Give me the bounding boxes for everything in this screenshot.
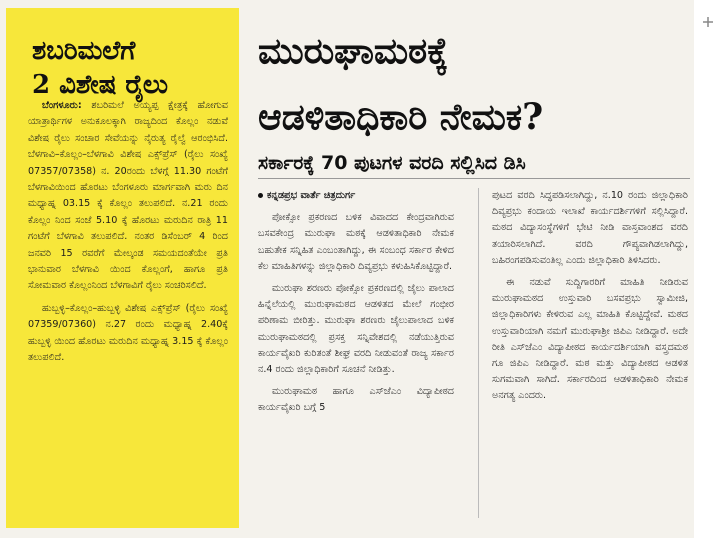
byline-source: ಕನ್ನಡಪ್ರಭ ವಾರ್ತೆ xyxy=(267,190,321,201)
page-margin xyxy=(694,0,720,538)
article-paragraph: ಈ ನಡುವೆ ಸುದ್ದಿಗಾರರಿಗೆ ಮಾಹಿತಿ ನೀಡಿರುವ ಮುರುಘಾಮಠದ ಉಸ್ತುವಾರಿ ಬಸವಪ್ರಭು ಸ್ವಾಮೀಜಿ, ಜಿಲ್ಲಾಧಿಕಾರಿಗಳು ಕೇಳಿರುವ ಎಲ್ಲ ಮಾಹಿತಿ ಕೊಟ್ಟಿದ್ದೇವೆ. ಮಠದ ಉಸ್ತುವಾರಿಯಾಗಿ ನಮಗೆ ಮುರುಘಾಶ್ರೀ ಜಿಪಿಎ ನೀಡಿದ್ದಾರೆ. ಅದೇ ರೀತಿ ಎಸ್‌ಜೆಎಂ ವಿದ್ಯಾಪೀಠದ ಕಾರ್ಯದರ್ಶಿಯಾಗಿ ವಸ್ತ್ರದಮಠ ಗೂ ಜಿಪಿಎ ನೀಡಿದ್ದಾರೆ. ಮಠ ಮತ್ತು ವಿದ್ಯಾಪೀಠದ ಆಡಳಿತ ಸುಗಮವಾಗಿ ಸಾಗಿದೆ. ಸರ್ಕಾರದಿಂದ ಆಡಳಿತಾಧಿಕಾರಿ ನೇಮಕ ಅನಗತ್ಯ ಎಂದರು. xyxy=(492,277,688,402)
main-headline-line1: ಮುರುಘಾಮಠಕ್ಕೆ xyxy=(258,30,449,72)
column-divider xyxy=(478,188,479,518)
sidebar-dateline: ಬೆಂಗಳೂರು: xyxy=(42,100,82,111)
sidebar-paragraph-text: ಶಬರಿಮಲೆ ಅಯ್ಯಪ್ಪ ಕ್ಷೇತ್ರಕ್ಕೆ ಹೋಗುವ ಯಾತ್ರಾರ್ಥಿಗಳ ಅನುಕೂಲಕ್ಕಾಗಿ ರಾಜ್ಯದಿಂದ ಕೊಲ್ಲಂ ನಡುವೆ ವಿಶೇಷ ರೈಲು ಸಂಚಾರ ಸೇವೆಯನ್ನು ನೈರುತ್ಯ ರೈಲ್ವೆ ಆರಂಭಿಸಿದೆ. ಬೆಳಗಾವಿ–ಕೊಲ್ಲಂ–ಬೆಳಗಾವಿ ವಿಶೇಷ ಎಕ್ಸ್‌ಪ್ರೆಸ್ (ರೈಲು ಸಂಖ್ಯೆ 07357/07358) ನ. 20ರಂದು ಬೆಳಗ್ಗೆ 11.30 ಗಂಟೆಗೆ ಬೆಳಗಾವಿಯಿಂದ ಹೊರಟು ಬೆಂಗಳೂರು ಮಾರ್ಗವಾಗಿ ಮರು ದಿನ ಮಧ್ಯಾಹ್ನ 03.15 ಕ್ಕೆ ಕೊಲ್ಲಂ ತಲುಪಲಿದೆ. ನ.21 ರಂದು ಕೊಲ್ಲಂ ನಿಂದ ಸಂಜೆ 5.10 ಕ್ಕೆ ಹೊರಟು ಮರುದಿನ ರಾತ್ರಿ 11 ಗಂಟೆಗೆ ಬೆಳಗಾವಿ ತಲುಪಲಿದೆ. ನಂತರ ಡಿಸೆಂಬರ್ 4 ರಿಂದ ಜನವರಿ 15 ರವರೆಗೆ ಮೇಲ್ಕಂಡ ಸಮಯದಂತೆಯೇ ಪ್ರತಿ ಭಾನುವಾರ ಬೆಳಗಾವಿ ಯಿಂದ ಕೊಲ್ಲಂಗೆ, ಹಾಗೂ ಪ್ರತಿ ಸೋಮವಾರ ಕೊಲ್ಲಂನಿಂದ ಬೆಳಗಾವಿಗೆ ರೈಲು ಸಂಚರಿಸಲಿದೆ. xyxy=(28,100,228,292)
sidebar-news-box xyxy=(6,8,239,528)
sidebar-paragraph: ಹುಬ್ಬಳ್ಳಿ–ಕೊಲ್ಲಂ–ಹುಬ್ಬಳ್ಳಿ ವಿಶೇಷ ಎಕ್ಸ್‌ಪ್ರೆಸ್ (ರೈಲು ಸಂಖ್ಯೆ 07359/07360) ನ.27 ರಂದು ಮಧ್ಯಾಹ್ನ 2.40ಕ್ಕೆ ಹುಬ್ಬಳ್ಳಿ ಯಿಂದ ಹೊರಟು ಮರುದಿನ ಮಧ್ಯಾಹ್ನ 3.15 ಕ್ಕೆ ಕೊಲ್ಲಂ ತಲುಪಲಿದೆ. xyxy=(28,302,228,364)
main-headline-line2: ಆಡಳಿತಾಧಿಕಾರಿ ನೇಮಕ? xyxy=(258,96,544,138)
sidebar-headline-line1: ಶಬರಿಮಲೆಗೆ xyxy=(32,36,136,66)
article-paragraph: ಪೋಕ್ಸೋ ಪ್ರಕರಣದ ಬಳಿಕ ವಿವಾದದ ಕೇಂದ್ರವಾಗಿರುವ ಬಸವಕೇಂದ್ರ ಮುರುಘಾ ಮಠಕ್ಕೆ ಆಡಳಿತಾಧಿಕಾರಿ ನೇಮಕ ಬಹುತೇಕ ಸನ್ನಿಹಿತ ಎಂಬಂತಾಗಿದ್ದು, ಈ ಸಂಬಂಧ ಸರ್ಕಾರ ಕೇಳಿದ ಕೆಲ ಮಾಹಿತಿಗಳನ್ನು ಜಿಲ್ಲಾಧಿಕಾರಿ ದಿವ್ಯಪ್ರಭು ಕಳುಹಿಸಿಕೊಟ್ಟಿದ್ದಾರೆ. xyxy=(258,212,454,272)
sidebar-headline xyxy=(32,34,239,102)
sidebar-headline-line2: 2 ವಿಶೇಷ ರೈಲು xyxy=(32,70,169,100)
sidebar-paragraph xyxy=(28,98,228,295)
main-subheadline: ಸರ್ಕಾರಕ್ಕೆ 70 ಪುಟಗಳ ವರದಿ ಸಲ್ಲಿಸಿದ ಡಿಸಿ xyxy=(258,152,526,174)
article-paragraph: ಮುರುಘಾಮಠ ಹಾಗೂ ಎಸ್‌ಜೆಎಂ ವಿದ್ಯಾಪೀಠದ ಕಾರ್ಯವೈಖರಿ ಬಗ್ಗೆ 5 xyxy=(258,386,454,414)
bullet-icon xyxy=(258,193,263,198)
subheadline-rule xyxy=(258,178,690,179)
sidebar-article-body xyxy=(28,98,228,373)
byline-place: ಚಿತ್ರದುರ್ಗ xyxy=(323,190,356,201)
main-headline xyxy=(258,18,688,150)
article-column-1 xyxy=(258,188,454,423)
article-column-2 xyxy=(492,188,688,411)
article-paragraph: ಮುರುಘಾ ಶರಣರು ಪೋಕ್ಸೋ ಪ್ರಕರಣದಲ್ಲಿ ಜೈಲು ಪಾಲಾದ ಹಿನ್ನೆಲೆಯಲ್ಲಿ ಮುರುಘಾಮಠದ ಆಡಳಿತದ ಮೇಲೆ ಗಂಭೀರ ಪರಿಣಾಮ ಬೀರಿತ್ತು. ಮುರುಘಾ ಶರಣರು ಜೈಲುಪಾಲಾದ ಬಳಿಕ ಮುರುಘಾಮಠದಲ್ಲಿ ಪ್ರಸಕ್ತ ಸನ್ನಿವೇಶದಲ್ಲಿ ನಡೆಯುತ್ತಿರುವ ಕಾರ್ಯವೈಖರಿ ಕುರಿತಂತೆ ಶೀಘ್ರ ವರದಿ ನೀಡುವಂತೆ ರಾಜ್ಯ ಸರ್ಕಾರ ನ.4 ರಂದು ಜಿಲ್ಲಾಧಿಕಾರಿಗೆ ಸೂಚನೆ ನೀಡಿತ್ತು. xyxy=(258,283,454,376)
expand-icon[interactable] xyxy=(700,14,716,30)
article-paragraph: ಪುಟದ ವರದಿ ಸಿದ್ಧಪಡಿಸಲಾಗಿದ್ದು, ನ.10 ರಂದು ಜಿಲ್ಲಾಧಿಕಾರಿ ದಿವ್ಯಪ್ರಭು ಕಂದಾಯ ಇಲಾಖೆ ಕಾರ್ಯದರ್ಶಿಗಳಿಗೆ ಸಲ್ಲಿಸಿದ್ದಾರೆ. ಮಠದ ವಿದ್ಯಾಸಂಸ್ಥೆಗಳಿಗೆ ಭೇಟಿ ನೀಡಿ ವಾಸ್ತವಾಂಶದ ವರದಿ ತಯಾರಿಸಲಾಗಿದೆ. ವರದಿ ಗೌಪ್ಯವಾಗಿಡಲಾಗಿದ್ದು, ಬಹಿರಂಗಪಡಿಸುವಂತಿಲ್ಲ ಎಂದು ಜಿಲ್ಲಾಧಿಕಾರಿ ತಿಳಿಸಿದರು. xyxy=(492,190,688,266)
byline xyxy=(258,188,454,204)
